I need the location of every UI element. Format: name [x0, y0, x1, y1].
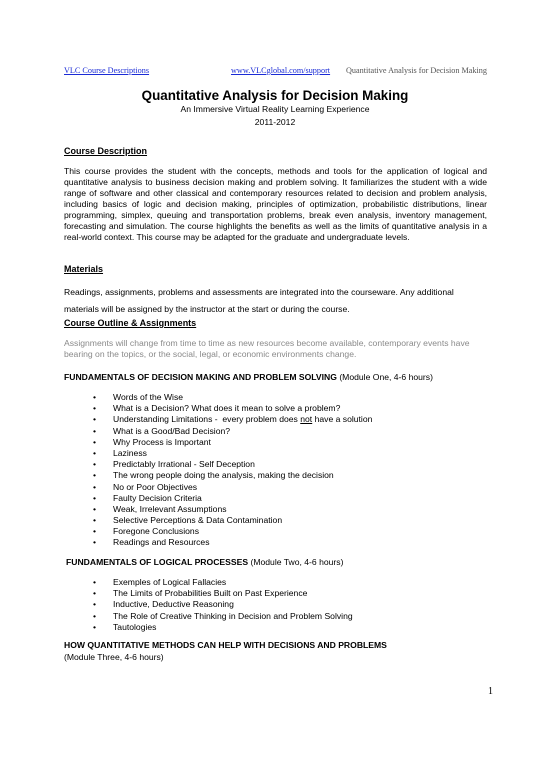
- list-item: • Faulty Decision Criteria: [93, 492, 202, 503]
- module-three-detail: (Module Three, 4-6 hours): [64, 652, 164, 662]
- document-year: 2011-2012: [254, 117, 296, 127]
- list-item: • Readings and Resources: [93, 537, 210, 548]
- list-item: • Laziness: [93, 447, 147, 458]
- bullet-icon: •: [93, 526, 97, 537]
- module-two-list: [0, 577, 353, 633]
- course-description-heading: Course Description: [64, 146, 148, 156]
- bullet-icon: •: [93, 403, 97, 414]
- list-item: • Predictably Irrational - Self Deception: [93, 459, 255, 470]
- bullet-icon: •: [93, 503, 97, 514]
- list-item: • Inductive, Deductive Reasoning: [93, 599, 234, 610]
- list-item: • The Limits of Probabilities Built on Past Experience: [93, 588, 308, 599]
- outline-heading: Course Outline & Assignments: [64, 318, 197, 328]
- course-description-text: This course provides the student with the concepts, methods and tools for the application of logical and quantitative analysis to business decision making and problem solving. It familiarizes the student with a wide range of software and other classical and contemporary resources related to decision and problem analysis, including basics of logic and decision making, principles of optimization, probabilistic distributions, linear programming, simplex, queuing and transportation problems, break even analysis, inventory management, forecasting and simulation. The course highlights the benefits as well as the limits of quantitative analysis in a real-world context. This course may be adapted for the graduate and undergraduate levels.: [64, 166, 487, 243]
- bullet-icon: •: [93, 492, 97, 503]
- bullet-icon: •: [93, 599, 97, 610]
- bullet-icon: •: [93, 537, 97, 548]
- list-item: • The wrong people doing the analysis, making the decision: [93, 470, 334, 481]
- page-number: 1: [488, 686, 493, 697]
- bullet-icon: •: [93, 447, 97, 458]
- list-item: • Tautologies: [93, 621, 157, 632]
- list-item: • Understanding Limitations - every problem does not have a solution: [93, 414, 373, 425]
- list-item: • The Role of Creative Thinking in Decision and Problem Solving: [93, 610, 353, 621]
- list-item: • Weak, Irrelevant Assumptions: [93, 503, 227, 514]
- materials-text: Readings, assignments, problems and assessments are integrated into the courseware. Any additional materials will be assigned by the instructor at the start or during the course.: [64, 287, 454, 314]
- module-two-title: FUNDAMENTALS OF LOGICAL PROCESSES: [66, 557, 249, 567]
- bullet-icon: •: [93, 425, 97, 436]
- bullet-icon: •: [93, 459, 97, 470]
- list-item: • Selective Perceptions & Data Contamination: [93, 515, 283, 526]
- bullet-icon: •: [93, 610, 97, 621]
- header-course-title: Quantitative Analysis for Decision Making: [346, 66, 487, 75]
- list-item: • Exemples of Logical Fallacies: [93, 577, 227, 587]
- module-one-title: FUNDAMENTALS OF DECISION MAKING AND PROBLEM SOLVING: [64, 372, 337, 382]
- bullet-icon: •: [93, 470, 97, 481]
- document-title: Quantitative Analysis for Decision Making: [141, 88, 409, 103]
- bullet-icon: •: [93, 481, 97, 492]
- list-item: • Words of the Wise: [93, 392, 184, 402]
- header-support-link[interactable]: www.VLCglobal.com/support: [231, 66, 331, 75]
- bullet-icon: •: [93, 621, 97, 632]
- bullet-icon: •: [93, 515, 97, 526]
- module-two-heading: [66, 557, 343, 567]
- bullet-icon: •: [93, 577, 97, 587]
- module-one-heading: [64, 372, 433, 382]
- outline-note: Assignments will change from time to time as new resources become available, contemporary events have bearing on the topics, or the social, legal, or economic environments change.: [64, 338, 470, 360]
- bullet-icon: •: [93, 392, 97, 402]
- list-item: • What is a Decision? What does it mean to solve a problem?: [93, 403, 341, 414]
- list-item: • What is a Good/Bad Decision?: [93, 425, 231, 436]
- list-item: • Why Process is Important: [93, 436, 211, 447]
- list-item: • Foregone Conclusions: [93, 526, 199, 537]
- module-two-detail: (Module Two, 4-6 hours): [248, 557, 344, 567]
- bullet-icon: •: [93, 414, 97, 425]
- materials-heading: Materials: [64, 264, 104, 274]
- header-course-descriptions-link[interactable]: VLC Course Descriptions: [64, 66, 150, 75]
- module-three-title: HOW QUANTITATIVE METHODS CAN HELP WITH DECISIONS AND PROBLEMS: [64, 640, 387, 650]
- bullet-icon: •: [93, 588, 97, 599]
- bullet-icon: •: [93, 436, 97, 447]
- module-one-list: [0, 392, 372, 549]
- module-one-detail: (Module One, 4-6 hours): [336, 372, 433, 382]
- list-item: • No or Poor Objectives: [93, 481, 198, 492]
- document-subtitle: An Immersive Virtual Reality Learning Experience: [180, 104, 370, 114]
